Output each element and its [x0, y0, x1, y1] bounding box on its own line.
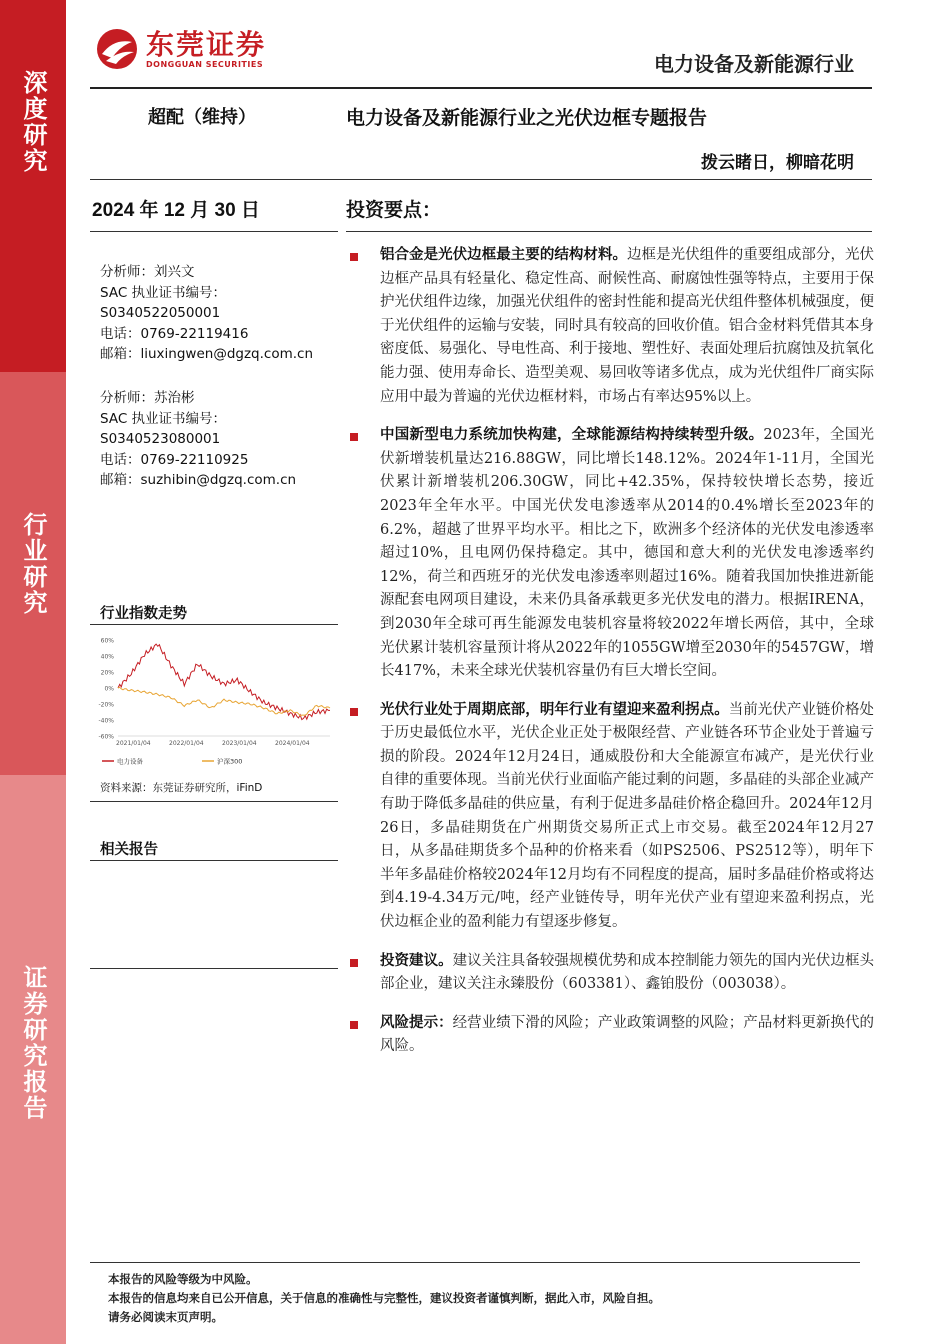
- analyst-email[interactable]: 邮箱：suzhibin@dgzq.com.cn: [100, 472, 297, 488]
- series-line-power-equipment: [118, 644, 330, 720]
- x-tick-label: 2023/01/04: [222, 740, 257, 747]
- y-tick-label: 0%: [104, 685, 114, 693]
- footer-disclaimer: [108, 1270, 660, 1327]
- footer-line: 本报告的风险等级为中风险。: [108, 1272, 258, 1286]
- analyst-phone: 电话：0769-22110925: [100, 451, 249, 468]
- x-tick-label: 2022/01/04: [169, 740, 204, 747]
- series-line-hs300: [118, 687, 330, 715]
- sidebar-deep-research: [0, 0, 66, 372]
- y-tick-label: -20%: [98, 701, 114, 709]
- y-tick-label: -60%: [98, 733, 114, 741]
- sac-number: S0340522050001: [100, 305, 221, 321]
- industry-index-chart: [90, 626, 335, 771]
- legend-label: 沪深300: [217, 757, 243, 766]
- key-point: [346, 699, 874, 935]
- key-point-head: 投资建议。: [380, 952, 453, 969]
- index-section-title: 行业指数走势: [100, 606, 187, 622]
- y-tick-label: 20%: [100, 669, 114, 677]
- key-point-body: 当前光伏产业链价格处于历史最低位水平，光伏企业正处于极限经营、产业链各环节企业处于普遍亏损的阶段。2024年12月24日，通威股份和大全能源宣布减产，是光伏行业自律的重要体现。当前光伏行业面临产能过剩的问题，多晶硅的头部企业减产有助于降低多晶硅的供应量，有利于促进多晶硅价格企稳回升。2024年12月26日，多晶硅期货在广州期货交易所正式上市交易。截至2024年12月27日，从多晶硅期货多个品种的价格来看（如PS2506、PS2512等），明年下半年多晶硅价格较2024年12月均有不同程度的提高，届时多晶硅价格或将达到4.19-4.34万元/吨，经产业链传导，明年光伏产业有望迎来盈利拐点，光伏边框企业的盈利能力有望逐步修复。: [380, 701, 875, 931]
- report-date: 2024 年 12 月 30 日: [92, 200, 260, 221]
- logo-en: DONGGUAN SECURITIES: [146, 59, 264, 69]
- analyst-name: 分析师：刘兴文: [100, 264, 195, 280]
- key-point-body: 经营业绩下滑的风险；产业政策调整的风险；产品材料更新换代的风险。: [380, 1014, 875, 1055]
- key-point-head: 光伏行业处于周期底部，明年行业有望迎来盈利拐点。: [380, 701, 729, 718]
- bullet-square-icon: [350, 708, 358, 716]
- company-logo: [96, 28, 266, 70]
- sac-number: S0340523080001: [100, 431, 221, 447]
- divider: [346, 231, 872, 232]
- sidebar-label: 证券研究报告: [19, 965, 47, 1121]
- y-tick-label: -40%: [98, 717, 114, 725]
- divider: [90, 87, 872, 89]
- analyst-block: [100, 262, 313, 365]
- divider: [90, 860, 338, 861]
- logo-mark-icon: [96, 28, 138, 70]
- report-title: 电力设备及新能源行业之光伏边框专题报告: [346, 107, 708, 129]
- key-point-body: 边框是光伏组件的重要组成部分，光伏边框产品具有轻量化、稳定性高、耐候性高、耐腐蚀性强等特点，主要用于保护光伏组件边缘，加强光伏组件的密封性能和提高光伏组件整体机械强度，便于光伏组件的运输与安装，同时具有较高的回收价值。铝合金材料凭借其本身密度低、易强化、导电性高、利于接地、塑性好、表面处理后抗腐蚀及抗氧化能力强、使用寿命长、造型美观、易回收等诸多优点，成为光伏组件厂商实际应用中最为普遍的光伏边框材料，市场占有率达95%以上。: [380, 247, 874, 405]
- key-point: [346, 244, 874, 409]
- footer-divider: [90, 1262, 860, 1263]
- footer-line: 请务必阅读末页声明。: [108, 1310, 223, 1324]
- key-point-head: 中国新型电力系统加快构建，全球能源结构持续转型升级。: [380, 427, 764, 444]
- x-tick-label: 2024/01/04: [275, 740, 310, 747]
- bullet-square-icon: [350, 959, 358, 967]
- bullet-square-icon: [350, 253, 358, 261]
- rating: 超配（维持）: [148, 107, 256, 128]
- analyst-email[interactable]: 邮箱：liuxingwen@dgzq.com.cn: [100, 346, 314, 362]
- sidebar-industry-research: [0, 372, 66, 775]
- key-point-head: 铝合金是光伏边框最主要的结构材料。: [380, 247, 628, 263]
- key-points-heading: 投资要点：: [346, 199, 442, 221]
- legend-label: 电力设备: [117, 757, 143, 766]
- divider: [90, 968, 338, 969]
- x-tick-label: 2021/01/04: [116, 740, 151, 747]
- y-tick-label: 60%: [100, 637, 114, 645]
- key-point: [346, 950, 874, 997]
- divider: [90, 624, 338, 625]
- bullet-square-icon: [350, 433, 358, 441]
- sac-label: SAC 执业证书编号：: [100, 284, 227, 301]
- report-subtitle: 拨云睹日，柳暗花明: [701, 153, 854, 173]
- key-point-body: 2023年，全国光伏新增装机量达216.88GW，同比增长148.12%。2024年1-11月，全国光伏累计新增装机206.30GW，同比+42.35%，保持较快增长态势，接近2023年全年水平。中国光伏发电渗透率从2014的0.4%增长至2023年的6.2%，超越了世界平均水平。相比之下，欧洲多个经济体的光伏发电渗透率超过10%，且电网仍保持稳定。其中，德国和意大利的光伏发电渗透率约12%，荷兰和西班牙的光伏发电渗透率则超过16%。随着我国加快推进新能源配套电网项目建设，未来仍具备承载更多光伏发电的潜力。根据IRENA，到2030年全球可再生能源发电装机容量将较2022年增长两倍，其中，全球光伏累计装机容量预计将从2022年的1055GW增至2030年的5457GW，增长417%，未来全球光伏装机容量仍有巨大增长空间。: [380, 427, 875, 680]
- sac-label: SAC 执业证书编号：: [100, 410, 227, 427]
- key-point-head: 风险提示：: [380, 1014, 453, 1031]
- footer-line: 本报告的信息均来自已公开信息，关于信息的准确性与完整性，建议投资者谨慎判断，据此入市，风险自担。: [108, 1291, 660, 1305]
- sidebar-securities-report: [0, 775, 66, 1344]
- key-point: [346, 424, 874, 684]
- analyst-block: [100, 388, 296, 491]
- key-point: [346, 1012, 874, 1059]
- bullet-square-icon: [350, 1021, 358, 1029]
- analyst-name: 分析师：苏治彬: [100, 390, 195, 406]
- industry-name: 电力设备及新能源行业: [654, 52, 854, 76]
- sidebar-label: 深度研究: [19, 70, 47, 174]
- analyst-phone: 电话：0769-22119416: [100, 325, 249, 342]
- key-point-body: 建议关注具备较强规模优势和成本控制能力领先的国内光伏边框头部企业，建议关注永臻股份（603381）、鑫铂股份（003038）。: [380, 952, 875, 993]
- divider: [90, 231, 338, 232]
- divider: [90, 179, 872, 180]
- logo-cn: 东莞证券: [146, 27, 267, 61]
- key-points-list: [346, 244, 874, 1059]
- y-tick-label: 40%: [100, 653, 114, 661]
- related-reports-title: 相关报告: [100, 842, 158, 858]
- divider: [90, 801, 338, 802]
- sidebar-label: 行业研究: [19, 512, 47, 616]
- chart-source: 资料来源：东莞证券研究所，iFinD: [100, 782, 263, 794]
